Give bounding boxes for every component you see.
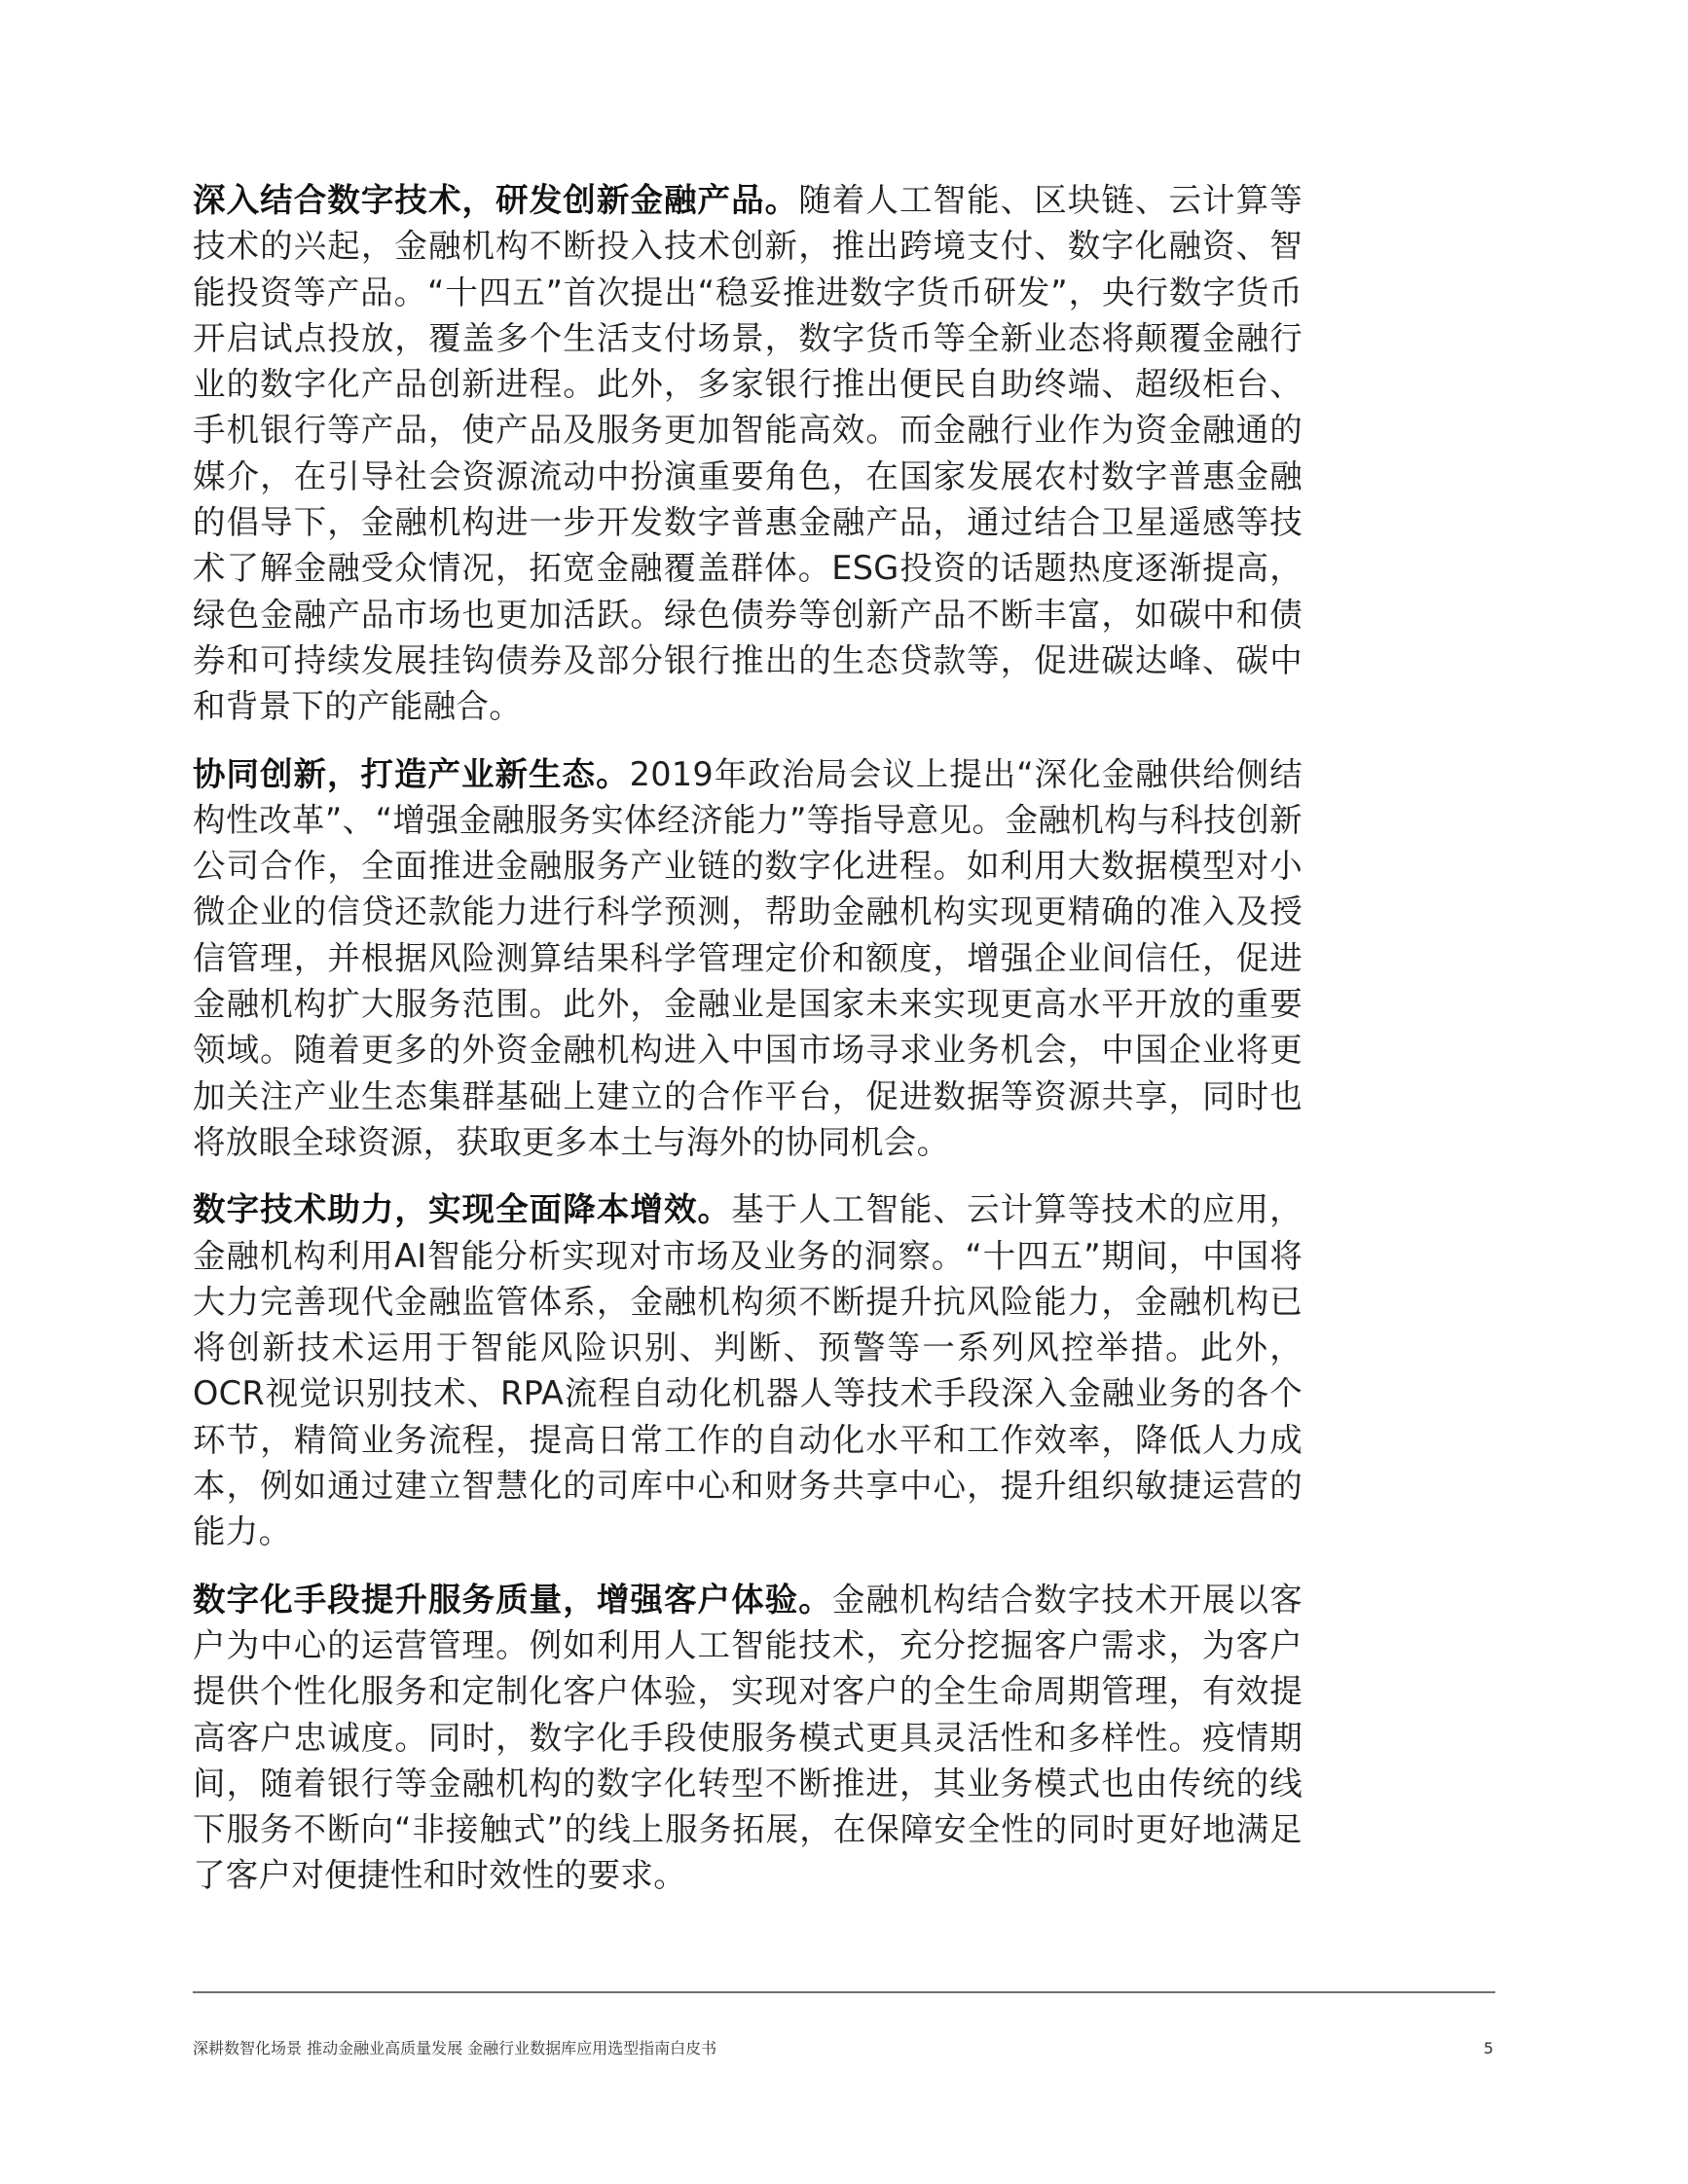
paragraph-body: 金融机构结合数字技术开展以客户为中心的运营管理。例如利用人工智能技术，充分挖掘客户需求，为客户提供个性化服务和定制化客户体验，实现对客户的全生命周期管理，有效提高客户忠诚度。同时，数字化手段使服务模式更具灵活性和多样性。疫情期间，随着银行等金融机构的数字化转型不断推进，其业务模式也由传统的线下服务不断向“非接触式”的线上服务拓展，在保障安全性的同时更好地满足了客户对便捷性和时效性的要求。 [193,1580,1303,1895]
page-number: 5 [1484,2039,1494,2057]
paragraph-body: 基于人工智能、云计算等技术的应用，金融机构利用AI智能分析实现对市场及业务的洞察。“十四五”期间，中国将大力完善现代金融监管体系，金融机构须不断提升抗风险能力，金融机构已将创新技术运用于智能风险识别、判断、预警等一系列风控举措。此外，OCR视觉识别技术、RPA流程自动化机器人等技术手段深入金融业务的各个环节，精简业务流程，提高日常工作的自动化水平和工作效率，降低人力成本，例如通过建立智慧化的司库中心和财务共享中心，提升组织敏捷运营的能力。 [193,1190,1303,1551]
paragraph-lead: 协同创新，打造产业新生态。 [193,754,630,793]
paragraph-lead: 深入结合数字技术，研发创新金融产品。 [193,181,799,219]
paragraph-lead: 数字化手段提升服务质量，增强客户体验。 [193,1580,832,1619]
paragraph-body: 2019年政治局会议上提出“深化金融供给侧结构性改革”、“增强金融服务实体经济能力”等指导意见。金融机构与科技创新公司合作，全面推进金融服务产业链的数字化进程。如利用大数据模型对小微企业的信贷还款能力进行科学预测，帮助金融机构实现更精确的准入及授信管理，并根据风险测算结果科学管理定价和额度，增强企业间信任，促进金融机构扩大服务范围。此外，金融业是国家未来实现更高水平开放的重要领域。随着更多的外资金融机构进入中国市场寻求业务机会，中国企业将更加关注产业生态集群基础上建立的合作平台，促进数据等资源共享，同时也将放眼全球资源，获取更多本土与海外的协同机会。 [193,754,1303,1161]
footer-divider [193,1991,1495,1993]
paragraph-customer-experience [193,1577,1303,1899]
paragraph-body: 随着人工智能、区块链、云计算等技术的兴起，金融机构不断投入技术创新，推出跨境支付、数字化融资、智能投资等产品。“十四五”首次提出“稳妥推进数字货币研发”，央行数字货币开启试点投放，覆盖多个生活支付场景，数字货币等全新业态将颠覆金融行业的数字化产品创新进程。此外，多家银行推出便民自助终端、超级柜台、手机银行等产品，使产品及服务更加智能高效。而金融行业作为资金融通的媒介，在引导社会资源流动中扮演重要角色，在国家发展农村数字普惠金融的倡导下，金融机构进一步开发数字普惠金融产品，通过结合卫星遥感等技术了解金融受众情况，拓宽金融覆盖群体。ESG投资的话题热度逐渐提高，绿色金融产品市场也更加活跃。绿色债券等创新产品不断丰富，如碳中和债券和可持续发展挂钩债券及部分银行推出的生态贷款等，促进碳达峰、碳中和背景下的产能融合。 [193,181,1303,726]
paragraph-digital-products [193,177,1303,730]
paragraph-cost-efficiency [193,1186,1303,1554]
main-content [193,177,1303,1920]
paragraph-lead: 数字技术助力，实现全面降本增效。 [193,1190,732,1229]
paragraph-industry-ecosystem [193,751,1303,1166]
footer-title: 深耕数智化场景 推动金融业高质量发展 金融行业数据库应用选型指南白皮书 [193,2039,717,2057]
